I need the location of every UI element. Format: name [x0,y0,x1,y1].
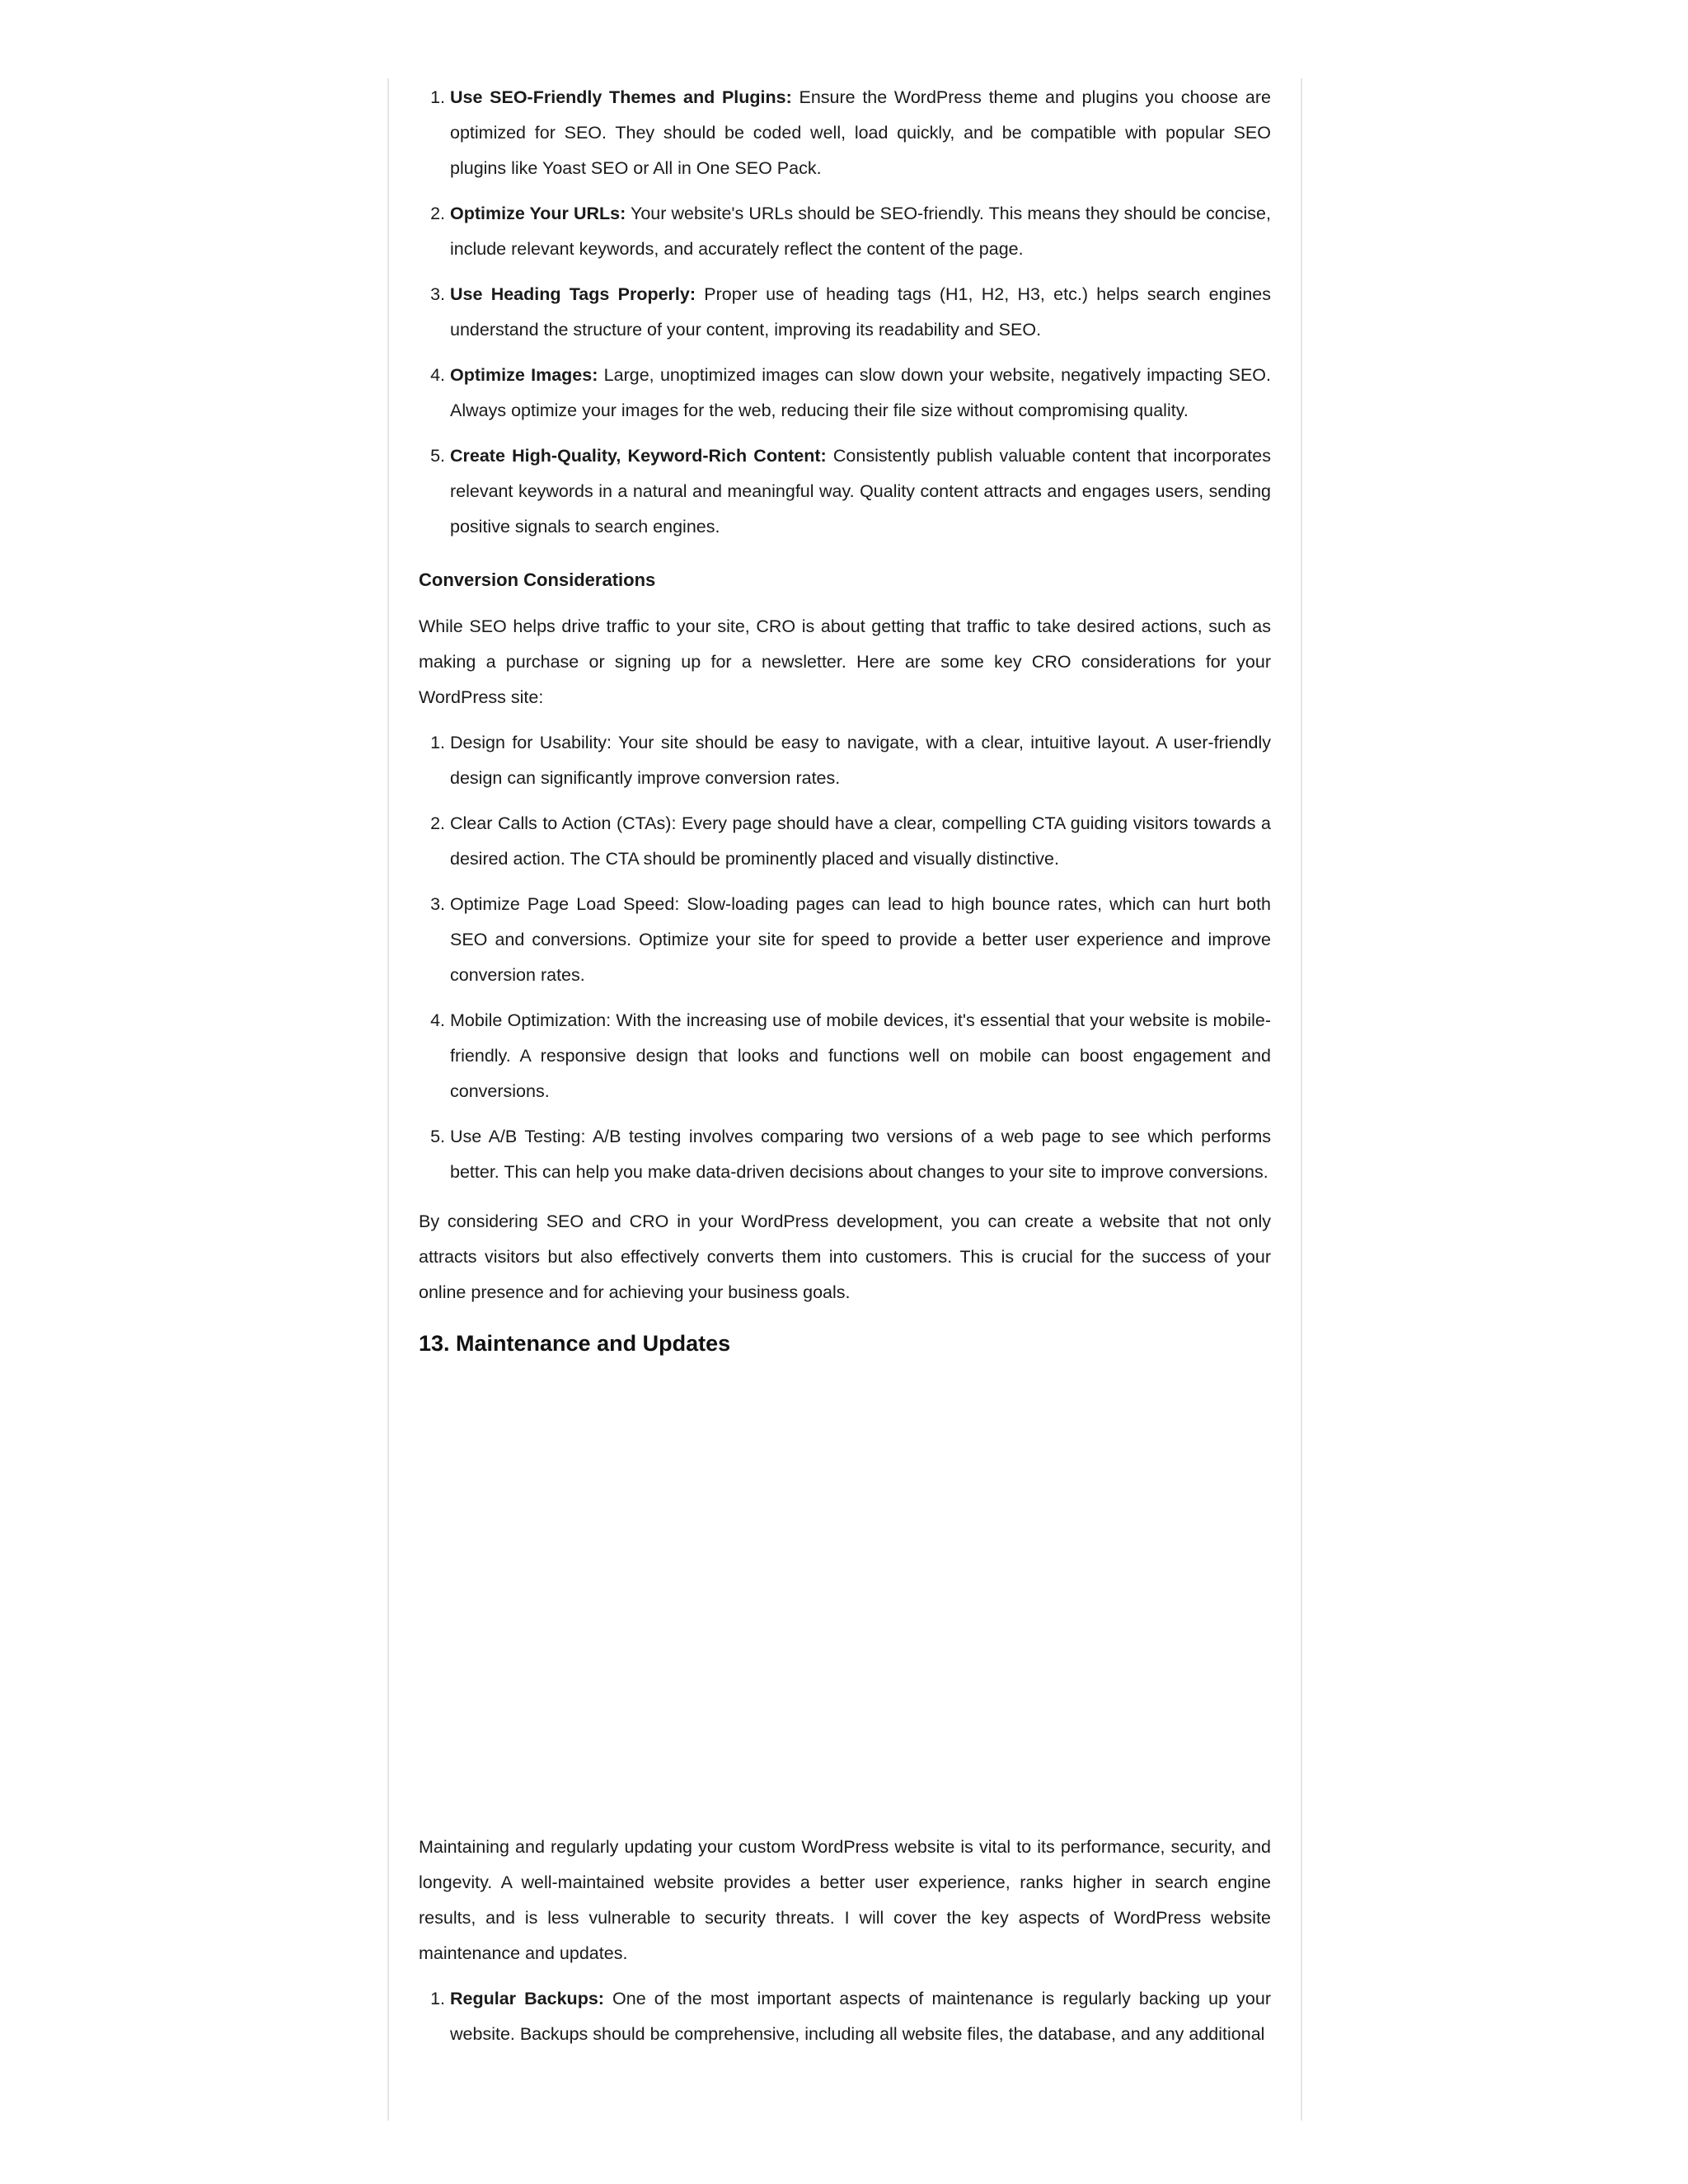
page-content [419,78,1271,2052]
list-item: 2. Clear Calls to Action (CTAs): Every page should have a clear, compelling CTA guiding visitors towards a desired action. The CTA should be prominently placed and visually distinctive. [450,806,1271,877]
list-item-text: Proper use of heading tags (H1, H2, H3, etc.) helps search engines understand the structure of your content, improving its readability and SEO. [450,284,1271,340]
list-item-text: One of the most important aspects of maintenance is regularly backing up your website. Backups should be comprehensive, including all website files, the database, and any additional [450,1989,1271,2044]
conversion-intro: While SEO helps drive traffic to your site, CRO is about getting that traffic to take desired actions, such as making a purchase or signing up for a newsletter. Here are some key CRO considerations for your WordPress site: [419,616,1271,707]
list-item-title: Regular Backups: [450,1989,604,2008]
list-item-title: Create High-Quality, Keyword-Rich Content: [450,446,827,466]
list-item [450,358,1271,429]
section-heading: 13. Maintenance and Updates [419,1331,731,1356]
seo-tips-list [419,80,1271,545]
maintenance-list [419,1981,1271,2052]
maintenance-intro: Maintaining and regularly updating your custom WordPress website is vital to its performance, security, and longevity. A well-maintained website provides a better user experience, ranks higher in search engine results, and is less vulnerable to security threats. I will cover the key aspects of WordPress website maintenance and updates. [419,1837,1271,1963]
conversion-closing: By considering SEO and CRO in your WordPress development, you can create a website that not only attracts visitors but also effectively converts them into customers. This is crucial for the success of your online presence and for achieving your business goals. [419,1212,1271,1302]
list-item-title: Use Heading Tags Properly: [450,284,696,304]
list-item-title: Use SEO-Friendly Themes and Plugins: [450,87,792,107]
list-item: 1. Design for Usability: Your site should be easy to navigate, with a clear, intuitive layout. A user-friendly design can significantly improve conversion rates. [450,725,1271,796]
list-item: 4. Mobile Optimization: With the increasing use of mobile devices, it's essential that your website is mobile-friendly. A responsive design that looks and functions well on mobile can boost engagement and conversions. [450,1003,1271,1109]
list-item: 5. Use A/B Testing: A/B testing involves comparing two versions of a web page to see which performs better. This can help you make data-driven decisions about changes to your site to improve conversions. [450,1119,1271,1190]
list-item-text: Consistently publish valuable content that incorporates relevant keywords in a natural and meaningful way. Quality content attracts and engages users, sending positive signals to search engines. [450,446,1271,537]
list-item-title: Optimize Your URLs: [450,204,626,223]
document-page [387,78,1302,2121]
conversion-heading: Conversion Considerations [419,569,656,590]
list-item-text: Your website's URLs should be SEO-friendly. This means they should be concise, include relevant keywords, and accurately reflect the content of the page. [450,204,1271,259]
list-item [450,196,1271,267]
list-item [450,438,1271,545]
list-item: 3. Optimize Page Load Speed: Slow-loading pages can lead to high bounce rates, which can hurt both SEO and conversions. Optimize your site for speed to provide a better user experience and improve conversion rates. [450,887,1271,993]
list-item-title: Optimize Images: [450,365,598,385]
list-item [450,1981,1271,2052]
list-item-text: Large, unoptimized images can slow down your website, negatively impacting SEO. Always optimize your images for the web, reducing their file size without compromising quality. [450,365,1271,420]
list-item-text: Ensure the WordPress theme and plugins you choose are optimized for SEO. They should be coded well, load quickly, and be compatible with popular SEO plugins like Yoast SEO or All in One SEO Pack. [450,87,1271,178]
conversion-list [419,725,1271,1190]
list-item [450,80,1271,186]
list-item [450,277,1271,348]
blank-media-area [419,1360,1271,1821]
